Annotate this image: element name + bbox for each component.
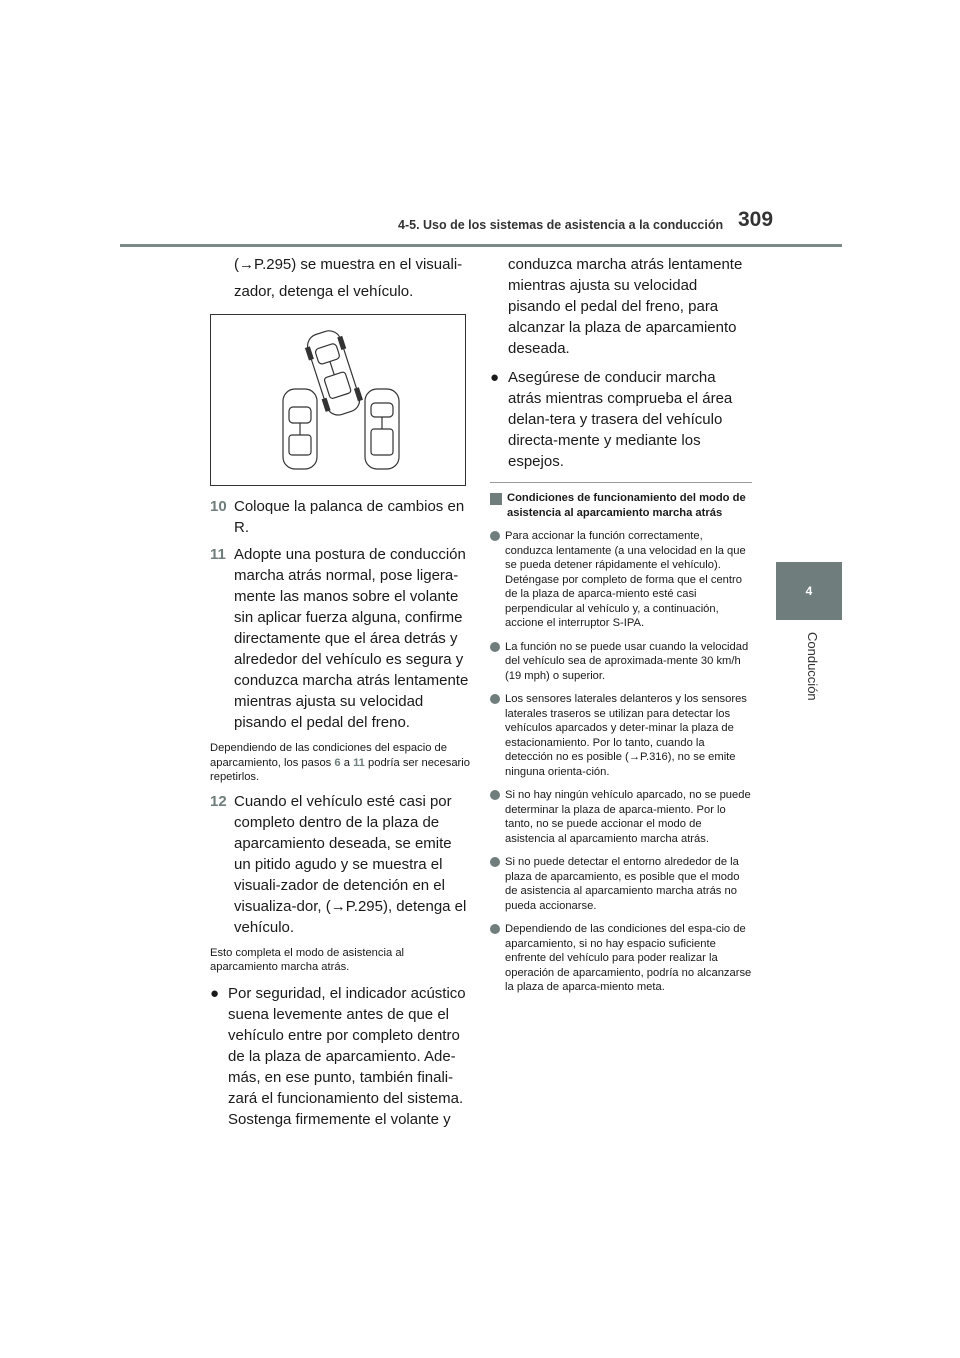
section-heading	[490, 491, 752, 520]
circle-bullet-icon	[490, 642, 500, 652]
condition-item: Los sensores laterales delanteros y los sensores laterales traseros se utilizan para detectar los vehículos aparcados y deter-minar la plaza de estacionamiento. Por lo tanto, cuando la detección no es posible (→P.316), no se emite ninguna orienta-ción.	[490, 692, 752, 779]
parked-car-right	[365, 389, 399, 469]
chapter-tab-label: Conducción	[805, 632, 820, 701]
circle-bullet-icon	[490, 694, 500, 704]
parking-cars-svg	[211, 315, 467, 487]
step-10-number: 10	[210, 498, 227, 515]
page-number: 309	[738, 208, 774, 231]
note-complete: Esto completa el modo de asistencia al aparcamiento marcha atrás.	[210, 946, 405, 973]
step-11-number: 11	[210, 546, 226, 563]
chapter-tab[interactable]	[776, 562, 842, 620]
intro-line-1: (→P.295) se muestra en el visuali-	[234, 256, 463, 273]
chapter-tab-number: 4	[805, 584, 813, 598]
step-11	[210, 544, 472, 733]
bullet-safety	[210, 983, 472, 1130]
right-column	[490, 254, 752, 995]
section-divider	[490, 482, 752, 483]
left-column	[210, 254, 472, 1130]
condition-item: Dependiendo de las condiciones del espa-cio de aparcamiento, si no hay espacio suficiente enfrente del vehículo para poder realizar la operación de aparcamiento, podría no alcanzarse la plaza de aparca-miento meta.	[490, 922, 752, 995]
note-repeat-steps: Dependiendo de las condiciones del espacio de aparcamiento, los pasos 6 a 11 podría ser necesario repetirlos.	[210, 742, 470, 783]
reversing-car	[303, 327, 365, 419]
parking-illustration	[210, 314, 466, 486]
condition-item: Si no puede detectar el entorno alrededor de la plaza de aparcamiento, es posible que el modo de asistencia al aparcamiento marcha atrás no pueda accionarse.	[490, 855, 752, 913]
condition-item: Para accionar la función correctamente, conduzca lentamente (a una velocidad en la que se pueda detener rápidamente el vehículo). Deténgase por completo de forma que el centro de la plaza de aparca-miento esté casi perpendicular al vehículo y, a continuación, accione el interruptor S-IPA.	[490, 529, 752, 631]
parked-car-left	[283, 389, 317, 469]
circle-bullet-icon	[490, 857, 500, 867]
circle-bullet-icon	[490, 531, 500, 541]
bullet-dot-icon: ●	[490, 369, 500, 386]
bullet-mirrors	[490, 367, 752, 472]
section-title: Condiciones de funcionamiento del modo de asistencia al aparcamiento marcha atrás	[507, 492, 746, 519]
square-marker-icon	[490, 493, 502, 505]
intro-line-2: zador, detenga el vehículo.	[234, 283, 414, 300]
bullet-dot-icon: ●	[210, 984, 220, 1002]
header-rule	[120, 244, 842, 247]
step-10-text: Coloque la palanca de cambios en R.	[234, 498, 465, 536]
condition-item: Si no hay ningún vehículo aparcado, no se puede determinar la plaza de aparca-miento. Por lo tanto, no se puede accionar el modo de asistencia al aparcamiento marcha atrás.	[490, 788, 752, 846]
step-12	[210, 791, 472, 938]
step-12-text: Cuando el vehículo esté casi por completo dentro de la plaza de aparcamiento deseada, se emite un pitido agudo y se muestra el visuali-zador de detención en el visualiza-dor, (→P.295), detenga el vehículo.	[234, 792, 467, 936]
ref-step-6: 6	[334, 756, 341, 769]
step-10	[210, 496, 472, 538]
bullet-safety-continued: conduzca marcha atrás lentamente mientras ajusta su velocidad pisando el pedal del freno, para alcanzar la plaza de aparcamiento deseada.	[508, 256, 743, 357]
circle-bullet-icon	[490, 790, 500, 800]
header-title: 4-5. Uso de los sistemas de asistencia a la conducción	[398, 218, 724, 232]
step-11-text: Adopte una postura de conducción marcha atrás normal, pose ligera-mente las manos sobre el volante sin aplicar fuerza alguna, confirme directamente que el área detrás y alrededor del vehículo es segura y conduzca marcha atrás lentamente mientras ajusta su velocidad pisando el pedal del freno.	[234, 546, 469, 731]
bullet-mirrors-text: Asegúrese de conducir marcha atrás mientras comprueba el área delan-tera y trasera del vehículo directa-mente y mediante los espejos.	[508, 369, 733, 470]
circle-bullet-icon	[490, 924, 500, 934]
bullet-safety-text: Por seguridad, el indicador acústico suena levemente antes de que el vehículo entre por completo dentro de la plaza de aparcamiento. Ade-más, en ese punto, también finali-zará el funcionamiento del sistema. Sostenga firmemente el volante y	[228, 984, 466, 1128]
condition-item: La función no se puede usar cuando la velocidad del vehículo sea de aproximada-mente 30 km/h (19 mph) o superior.	[490, 640, 752, 684]
ref-step-11: 11	[353, 756, 365, 769]
step-12-number: 12	[210, 792, 227, 810]
